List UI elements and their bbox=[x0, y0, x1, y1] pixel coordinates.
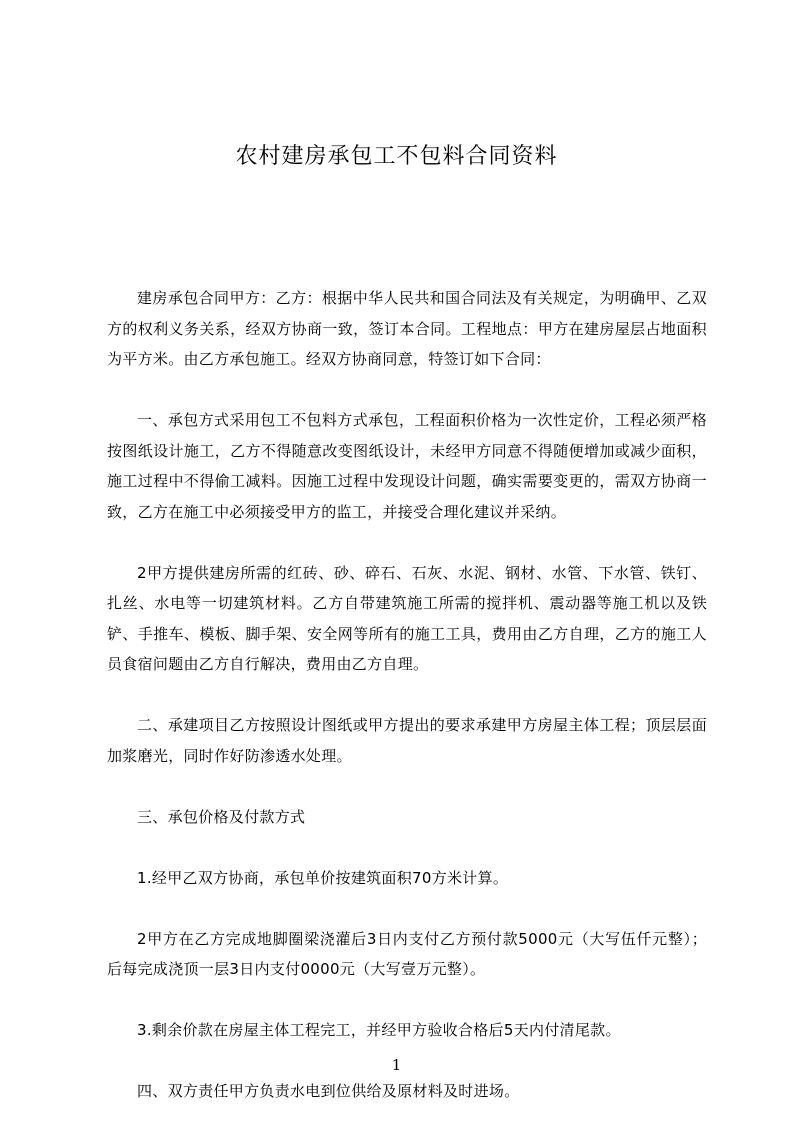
paragraph-section-3-3: 3.剩余价款在房屋主体工程完工，并经甲方验收合格后5天内付清尾款。 bbox=[137, 1021, 621, 1039]
paragraph-preamble: 建房承包合同甲方：乙方：根据中华人民共和国合同法及有关规定，为明确甲、乙双方的权利义务关系，经双方协商一致，签订本合同。工程地点：甲方在建房屋层占地面积为平方米。由乙方承包施工。经双方协商同意，特签订如下合同： bbox=[107, 289, 707, 368]
paragraph-section-2: 二、承建项目乙方按照设计图纸或甲方提出的要求承建甲方房屋主体工程；顶层层面加浆磨光，同时作好防渗透水处理。 bbox=[107, 716, 707, 765]
page-number: 1 bbox=[391, 1056, 402, 1074]
document-body bbox=[107, 283, 707, 1137]
paragraph-section-3-heading: 三、承包价格及付款方式 bbox=[137, 807, 306, 826]
paragraph-section-3-2: 2甲方在乙方完成地脚圈梁浇灌后3日内支付乙方预付款5000元（大写伍仟元整）；后每完成浇顶一层3日内支付0000元（大写壹万元整）。 bbox=[107, 929, 707, 978]
paragraph-section-1: 一、承包方式采用包工不包料方式承包，工程面积价格为一次性定价，工程必须严格按图纸设计施工，乙方不得随意改变图纸设计，未经甲方同意不得随便增加或减少面积，施工过程中不得偷工减料。因施工过程中发现设计问题，确实需要变更的，需双方协商一致，乙方在施工中必须接受甲方的监工，并接受合理化建议并采纳。 bbox=[107, 411, 707, 521]
paragraph-section-1-2: 2甲方提供建房所需的红砖、砂、碎石、石灰、水泥、钢材、水管、下水管、铁钉、扎丝、水电等一切建筑材料。乙方自带建筑施工所需的搅拌机、震动器等施工机以及铁铲、手推车、模板、脚手架、安全网等所有的施工工具，费用由乙方自理，乙方的施工人员食宿问题由乙方自行解决，费用由乙方自理。 bbox=[107, 563, 707, 673]
paragraph-section-3-1: 1.经甲乙双方协商，承包单价按建筑面积70方米计算。 bbox=[137, 868, 509, 887]
document-title: 农村建房承包工不包料合同资料 bbox=[235, 144, 558, 169]
paragraph-section-4: 四、双方责任甲方负责水电到位供给及原材料及时进场。 bbox=[137, 1082, 520, 1100]
